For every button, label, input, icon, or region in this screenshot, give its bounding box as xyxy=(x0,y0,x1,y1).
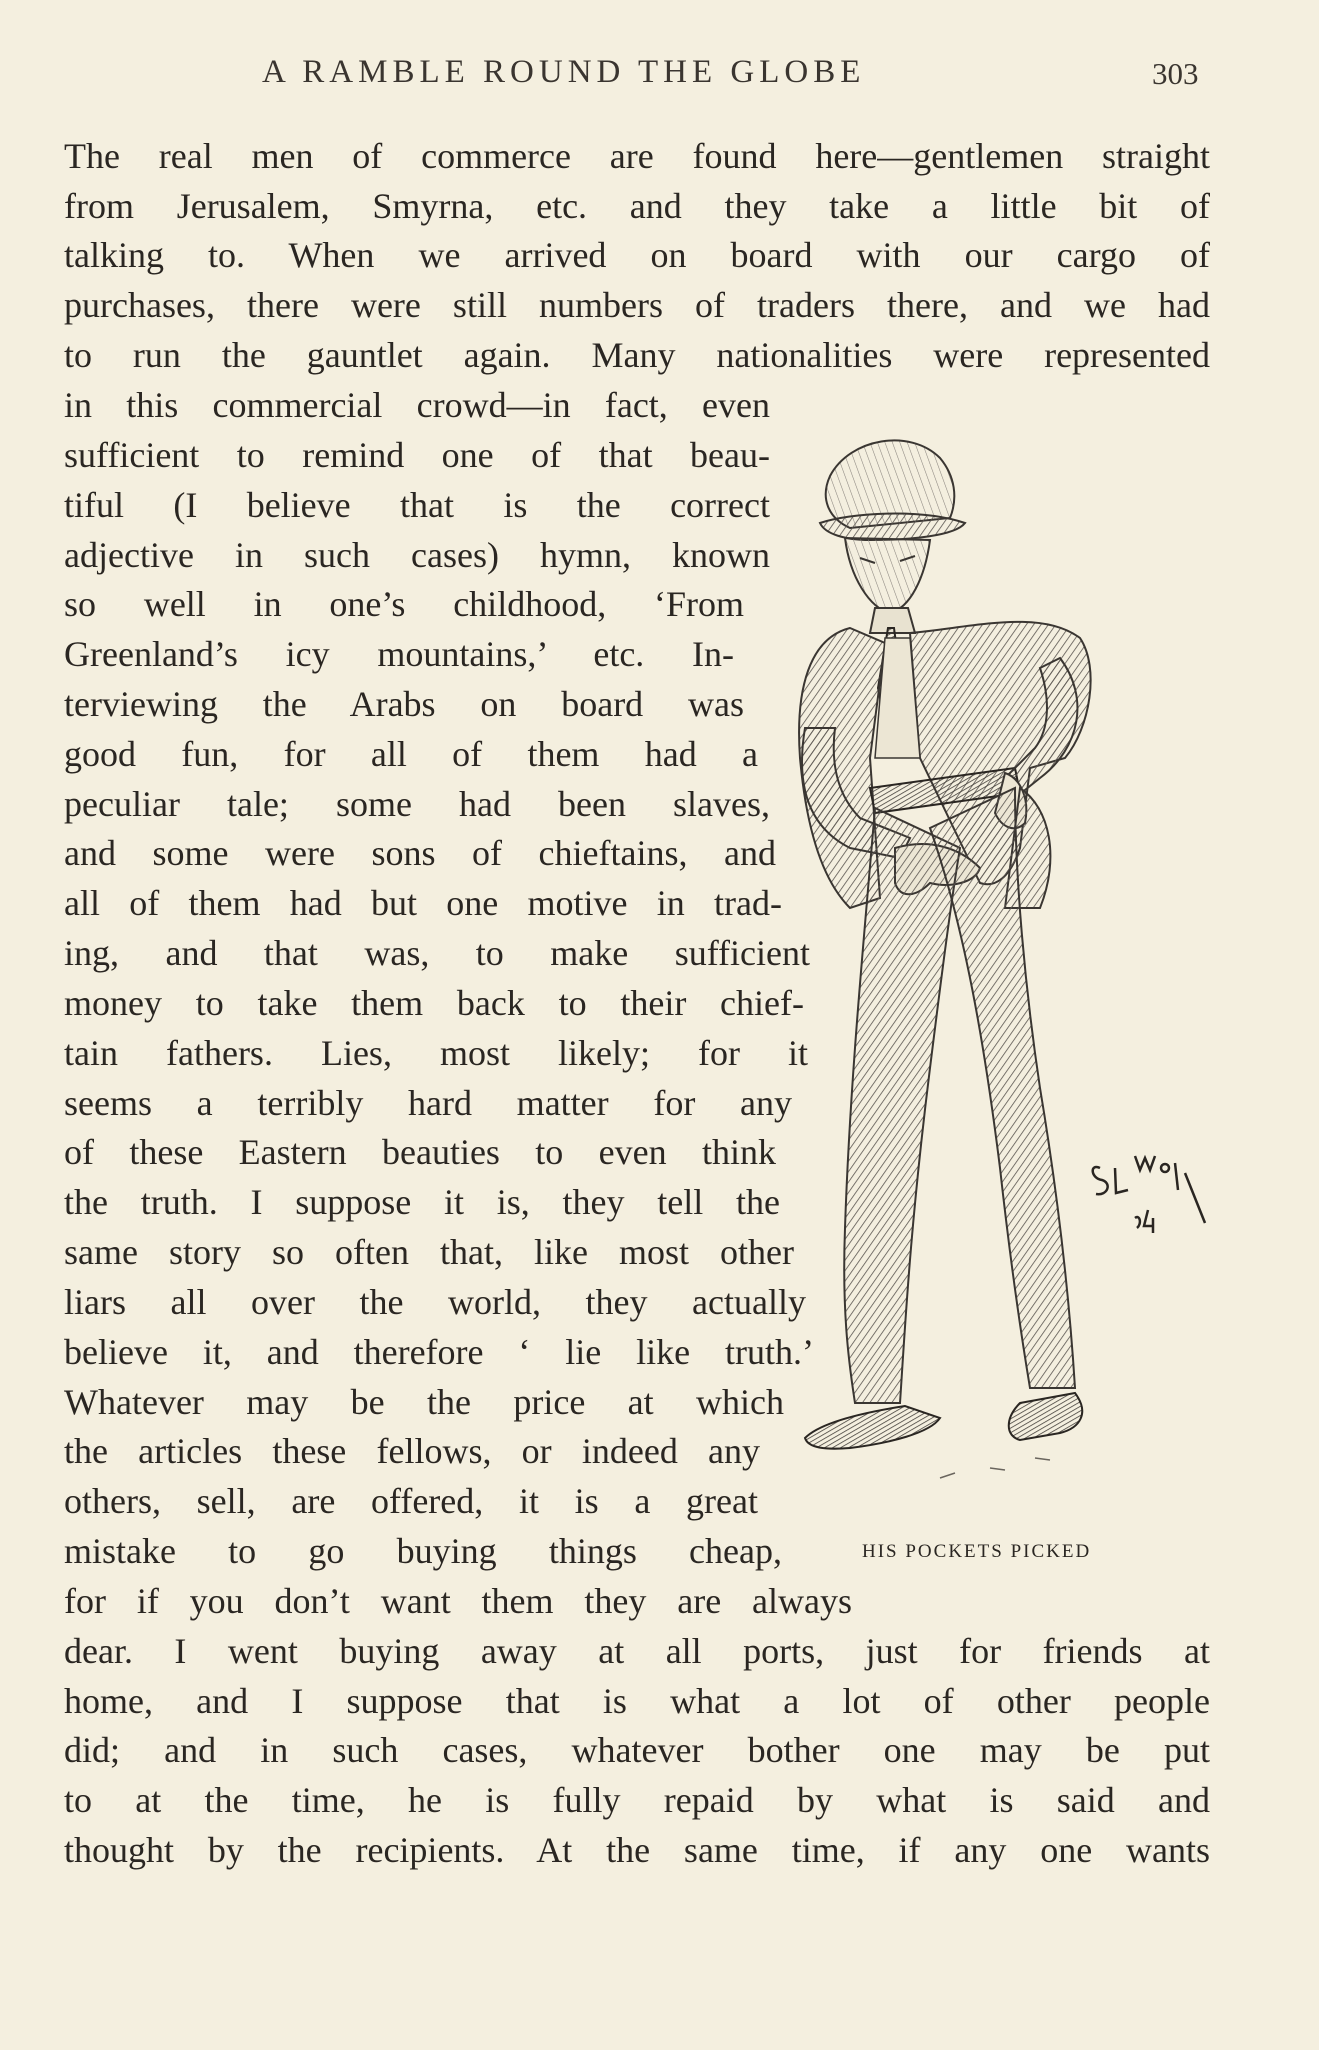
text-line: seems a terribly hard matter for any xyxy=(64,1083,792,1123)
text-line: adjective in such cases) hymn, known xyxy=(64,535,770,575)
text-line: money to take them back to their chief- xyxy=(64,983,804,1023)
text-line: Greenland’s icy mountains,’ etc. In- xyxy=(64,634,734,674)
text-line: ing, and that was, to make sufficient xyxy=(64,933,810,973)
text-line: of these Eastern beauties to even think xyxy=(64,1132,776,1172)
text-line: home, and I suppose that is what a lot of other people xyxy=(64,1681,1210,1721)
illustration-figure xyxy=(790,428,1250,1518)
text-line: liars all over the world, they actually xyxy=(64,1282,806,1322)
text-line: talking to. When we arrived on board with our cargo of xyxy=(64,235,1210,275)
text-line: others, sell, are offered, it is a great xyxy=(64,1481,758,1521)
text-line: so well in one’s childhood, ‘From xyxy=(64,584,744,624)
text-line: did; and in such cases, whatever bother one may be put xyxy=(64,1730,1210,1770)
text-line: believe it, and therefore ‘ lie like truth.’ xyxy=(64,1332,814,1372)
text-line: terviewing the Arabs on board was xyxy=(64,684,744,724)
text-line: The real men of commerce are found here—gentlemen straight xyxy=(64,136,1210,176)
text-line: peculiar tale; some had been slaves, xyxy=(64,784,770,824)
text-line: good fun, for all of them had a xyxy=(64,734,758,774)
text-line: the articles these fellows, or indeed any xyxy=(64,1431,760,1471)
text-line: thought by the recipients. At the same time, if any one wants xyxy=(64,1830,1210,1870)
text-line: all of them had but one motive in trad- xyxy=(64,883,782,923)
text-line: and some were sons of chieftains, and xyxy=(64,833,776,873)
text-line: to run the gauntlet again. Many nationalities were represented xyxy=(64,335,1210,375)
text-line: purchases, there were still numbers of traders there, and we had xyxy=(64,285,1210,325)
text-line: Whatever may be the price at which xyxy=(64,1382,784,1422)
page-number: 303 xyxy=(1152,56,1199,91)
running-title: A RAMBLE ROUND THE GLOBE xyxy=(262,54,866,90)
text-line: tain fathers. Lies, most likely; for it xyxy=(64,1033,808,1073)
man-picking-pockets-engraving-icon xyxy=(790,428,1250,1518)
text-line: same story so often that, like most other xyxy=(64,1232,794,1272)
text-line: in this commercial crowd—in fact, even xyxy=(64,385,770,425)
text-line: from Jerusalem, Smyrna, etc. and they take a little bit of xyxy=(64,186,1210,226)
text-line: dear. I went buying away at all ports, just for friends at xyxy=(64,1631,1210,1671)
text-line: the truth. I suppose it is, they tell the xyxy=(64,1182,780,1222)
text-line: tiful (I believe that is the correct xyxy=(64,485,770,525)
running-header xyxy=(0,54,1319,104)
figure-caption: HIS POCKETS PICKED xyxy=(862,1541,1092,1562)
text-line: sufficient to remind one of that beau- xyxy=(64,435,770,475)
text-line: for if you don’t want them they are always xyxy=(64,1581,852,1621)
text-line: to at the time, he is fully repaid by what is said and xyxy=(64,1780,1210,1820)
text-line: mistake to go buying things cheap, xyxy=(64,1531,782,1571)
